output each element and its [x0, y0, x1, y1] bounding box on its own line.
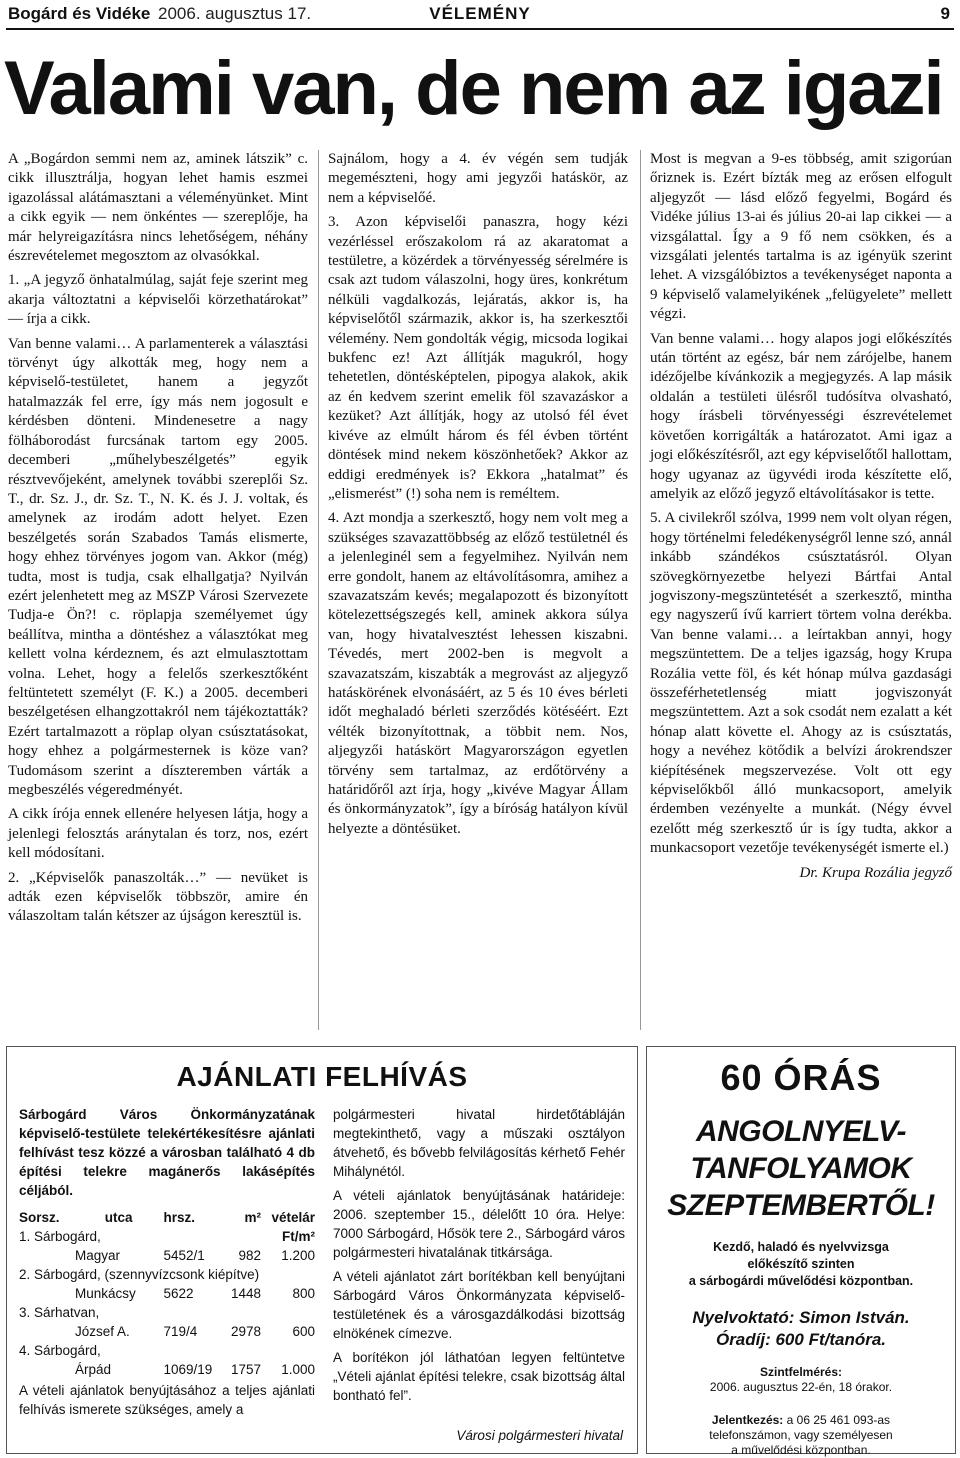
- table-row: [19, 1303, 315, 1322]
- paragraph: A „Bogárdon semmi nem az, aminek látszik” c. cikk illusztrálja, hogyan lehet hamis eszmei igazolással alátámasztani a véleményünket. Mint a cikk egyik — nem önkéntes — szereplője, ha már helyreigazításra nincs lehetőségem, néhány észrevételemet megosztom az olvasókkal.: [8, 151, 308, 265]
- plot-area: 1757: [230, 1362, 262, 1377]
- application-line: a művelődési központban.: [731, 1443, 871, 1457]
- plot-street: Árpád: [75, 1362, 112, 1377]
- course-teacher: Nyelvoktató: Simon István.: [692, 1308, 910, 1327]
- plot-price: 1.200: [281, 1248, 315, 1263]
- paragraph: Most is megvan a 9-es többség, amit szigorúan őriznek is. Ezért bízták meg az erősen elfogult aljegyzőt — lásd előző fegyelmi, Bogárd és Vidéke július 13-ai és július 20-ai lap cikkei — a vizsgálattal. Így a 9 fő nem csökken, és a vizsgálati jelentés tartalma is az igényük szerint lehet. A vizsgálóbiztos a tevékenységet naponta a 9 képviselő valamelyikének „felügyelete” mellett végzi.: [650, 151, 952, 323]
- column-header: m²: [244, 1210, 262, 1225]
- application-line: [657, 1413, 945, 1428]
- plot-street: József A.: [75, 1324, 130, 1339]
- plot-street: Munkácsy: [75, 1286, 136, 1301]
- table-row: [19, 1341, 315, 1360]
- advertisement-title: AJÁNLATI FELHÍVÁS: [176, 1061, 468, 1092]
- newspaper-name: Bogárd és Vidéke: [8, 4, 151, 23]
- column-header: vételár: [271, 1210, 315, 1225]
- paragraph: 3. Azon képviselői panaszra, hogy kézi vezérléssel erőszakolom rá az akaratomat a testületre, a közérdek a törvényesség sérelmére is csak azt tudom válaszolni, hogy üres, konkrétum nélküli vagdalkozás, lejáratás, akkor is, ha képviselőtől származik, akkor is, ha szerkesztői vélemény. Nem gondolták végig, micsoda logikai bukfenc ez! Azt állítják magukról, hogy tehetetlen, döntésképtelen, pipogya alakok, akik az én kedvem szerint emelik föl szavazáskor a kezüket? Azt állítják, hogy az utolsó fél évet kivéve az elmúlt három és fél évben történt döntések mind nekem köszönhetőek? Akkor az eddigi eredmények is? Ekkora „hatalmat” és „elismerést” (!) soha nem is reméltem.: [328, 214, 628, 502]
- assessment-info: [647, 1365, 955, 1395]
- subtitle-line: SZEPTEMBERTŐL!: [667, 1189, 935, 1222]
- table-row: [19, 1284, 315, 1303]
- plot-location: 3. Sárhatvan,: [19, 1305, 100, 1320]
- advertisement-paragraph: A borítékon jól láthatóan legyen feltüntetve „Vételi ajánlat építési telekre, csak bizottság által bontható fel”.: [333, 1350, 625, 1403]
- advertisement-footer-text: A vételi ajánlatok benyújtásához a teljes ajánlati felhívás ismerete szükséges, amely a: [19, 1383, 315, 1417]
- paragraph: 1. „A jegyző önhatalmúlag, saját feje szerint meg akarja változtatni a képviselői körzethatárokat” — írja a cikk.: [8, 272, 308, 328]
- author-signature: Dr. Krupa Rozália jegyző: [799, 864, 952, 881]
- plot-location: 1. Sárbogárd,: [19, 1229, 101, 1244]
- advertisement-left-column: [19, 1105, 315, 1419]
- assessment-dates: 2006. augusztus 22-én, 18 órakor.: [709, 1380, 893, 1394]
- advertisement-paragraph: polgármesteri hivatal hirdetőtábláján megtekinthető, vagy a műszaki osztályon átvehető, és bővebb felvilágosítás kérhető Fehér Mihálynétól.: [333, 1107, 625, 1179]
- advertisement-paragraph: A vételi ajánlatot zárt borítékban kell benyújtani Sárbogárd Város Önkormányzata képviselő-testületének és a városgazdálkodási bizottság elnökének címezve.: [333, 1269, 625, 1341]
- paragraph: A cikk írója ennek ellenére helyesen látja, hogy a jelenlegi felosztás aránytalan és torz, nos, ezért kell módosítani.: [8, 806, 308, 862]
- table-row: [19, 1246, 315, 1265]
- column-header: Sorsz.: [19, 1210, 60, 1225]
- page-number: 9: [940, 4, 950, 23]
- application-line: telefonszámon, vagy személyesen: [709, 1428, 893, 1442]
- subtitle-line: TANFOLYAMOK: [690, 1152, 912, 1185]
- article-column-3: [650, 150, 952, 888]
- application-info: [657, 1413, 945, 1458]
- page-header: [8, 2, 952, 28]
- article-column-2: [328, 150, 628, 844]
- column-header: hrsz.: [163, 1210, 195, 1225]
- advertisement-right-column: [333, 1105, 625, 1410]
- column-header: utca: [104, 1210, 133, 1225]
- header-rule: [6, 28, 954, 30]
- plot-area: 1448: [230, 1286, 262, 1301]
- course-advertisement: [646, 1046, 956, 1457]
- table-row: [19, 1227, 315, 1246]
- course-subtitle: [647, 1113, 955, 1224]
- paragraph: 5. A civilekről szólva, 1999 nem volt olyan régen, hogy történelmi feledékenységről lenne szó, annál inkább szándékos csúsztatásról. Olyan szövegkörnyezetbe helyezi Bártfai Antal jogviszony-megszüntetését a szerkesztő, mintha egy nagyszerű ívű karriert törtem volna derékba. Van benne valami… a leírtakban annyi, hogy megszüntettem. De a teljes igazság, hogy Krupa Rozália vette föl, és két hónap múlva gazdasági összeférhetetlenség miatt jogviszonyát megszüntettem. Azt a sok csodát nem ezalatt a két hónap alatt követte el. Ahogy az is csúsztatás, hogy a nevéhez kötődik a belvízi árokrendszer kiépítésének megszervezése. Volt ott egy képviselőkből álló munkacsoport, amelyik érdemben vezényelte a munkát. (Négy évvel ezelőtt még szerkesztő úr is így tudta, akkor a munkacsoport vezetője tevékenységét ismerte el.): [650, 510, 952, 857]
- plot-location: 2. Sárbogárd, (szennyvízcsonk kiépítve): [19, 1267, 260, 1282]
- subtitle-line: ANGOLNYELV-: [695, 1115, 907, 1148]
- article-column-1: [8, 150, 308, 932]
- paragraph: Van benne valami… A parlamenterek a választási törvényt úgy alkották meg, hogy nem a képviselő-testületet, hanem a jegyzőt hatalmazzák fel erre, így más nem jogosult e kérdésben dönteni. Mindenesetre a nagy fölháborodást furcsának tartom egy 2005. decemberi „műhelybeszélgetés” egyik résztvevőjeként, amelynek további szereplői Sz. T., dr. Sz. J., dr. Sz. T., N. K. és J. J. voltak, és amelynek az irodám adott helyet. Ezen beszélgetés során Szabados Tamás elismerte, hogy ehhez törvényes jogom van. Akkor (még) tudta, most is tudja, csak elhallgatja? Nyilván ezért jelenhetett meg az MSZP Városi Szervezete Tudja-e Ön?! c. röplapja személyemet úgy beállítva, mintha a döntéshez a választókat meg kellett volna kérdeznem, és azt elmulasztottam volna. Lehet, hogy a felelős szerkesztőként feltüntetett személyt (F. K.) a 2005. decemberi beszélgetésen elhangzottakról nem tájékoztatták? Ezért tartalmazott a röplap olyan csúsztatásokat, hogy ehhez a polgármesternek is köze van? Tudomásom szerint a díszteremben várták a megbeszélés végeredményét.: [8, 335, 308, 798]
- paragraph: 2. „Képviselők panaszolták…” — nevüket is adták ezen képviselők többször, amire én válaszoltam talán kétszer az újságon keresztül is.: [8, 869, 308, 925]
- column-divider: [640, 150, 641, 1030]
- assessment-label: Szintfelmérés:: [759, 1365, 843, 1379]
- course-fee: Óradíj: 600 Ft/tanóra.: [715, 1330, 887, 1349]
- paragraph: Van benne valami… hogy alapos jogi előkészítés után történt az egész, bár nem zárójelbe, hanem idézőjelbe kívánkozik a megjegyzés. A lap másik oldalán a testületi ülésről tudósítva olvasható, hogy írásbeli törvényességi észrevételemet követően korrigálták a határozatot. Ami igaz a jogi előkészítésről, azt egy képviselőtől hallottam, hogy ugyanaz az ügyvédi iroda készítette elő, amelyik az előző jegyző eltávolításakor is tette.: [650, 330, 952, 502]
- plot-location: 4. Sárbogárd,: [19, 1343, 101, 1358]
- issue-date: 2006. augusztus 17.: [158, 4, 312, 23]
- plot-price: 800: [292, 1286, 315, 1301]
- application-phone: a 06 25 461 093-as: [786, 1413, 891, 1427]
- section-title: VÉLEMÉNY: [429, 4, 531, 23]
- advertisement-intro: Sárbogárd Város Önkormányzatának képviselő-testülete telekértékesítésre ajánlati felhívást tesz közzé a városban található 4 db építési telekre magánerős lakásépítés céljából.: [19, 1107, 315, 1198]
- table-row: [19, 1265, 315, 1284]
- plot-price: 1.000: [281, 1362, 315, 1377]
- course-description: [657, 1239, 945, 1290]
- plot-hrsz: 5452/1: [163, 1248, 205, 1263]
- price-unit: Ft/m²: [282, 1229, 315, 1244]
- plot-price: 600: [292, 1324, 315, 1339]
- advertisement-paragraph: A vételi ajánlatok benyújtásának határideje: 2006. szeptember 15., délelőtt 10 óra. Helye: 7000 Sárbogárd, Hősök tere 2., Sárbogárd város polgármesteri hivatalának titkársága.: [333, 1188, 625, 1260]
- table-header-row: [19, 1208, 315, 1227]
- advertisement-signature: Városi polgármesteri hivatal: [456, 1428, 623, 1443]
- description-line: a sárbogárdi művelődési központban.: [688, 1274, 914, 1288]
- plot-street: Magyar: [75, 1248, 121, 1263]
- course-title: 60 ÓRÁS: [720, 1057, 882, 1098]
- description-line: Kezdő, haladó és nyelvvizsga: [713, 1240, 889, 1254]
- plot-hrsz: 5622: [163, 1286, 194, 1301]
- paragraph: Sajnálom, hogy a 4. év végén sem tudják megemészteni, hogy ami jegyzői hatáskör, az nem a képviselőé.: [328, 151, 628, 206]
- article-headline: Valami van, de nem az igazi: [4, 46, 943, 131]
- table-row: [19, 1360, 315, 1379]
- description-line: előkészítő szinten: [747, 1257, 855, 1271]
- course-details: [647, 1307, 955, 1351]
- plot-hrsz: 1069/19: [163, 1362, 213, 1377]
- table-row: [19, 1322, 315, 1341]
- application-label: Jelentkezés:: [711, 1413, 784, 1427]
- tender-advertisement: [6, 1046, 638, 1454]
- plot-area: 982: [238, 1248, 262, 1263]
- plot-hrsz: 719/4: [163, 1324, 198, 1339]
- plot-table: [19, 1208, 315, 1379]
- column-divider: [318, 150, 319, 1030]
- paragraph: 4. Azt mondja a szerkesztő, hogy nem volt meg a szükséges szavazattöbbség az előző testületnél és a jelenleginél sem a fegyelmihez. Nyilván nem erre gondolt, hanem az eltávolításomra, amihez a szavazatszám kevés; megalapozott és bizonyított kötelezettségszegés kell, aminek akkora súlya van, hogy hivatalvesztést lehessen kiszabni. Tévedés, mert 2002-ben is megvolt a szavazatszám, kiszabták a megrovást az aljegyző hatáskörének elvonásáért, az 5 és 10 éves bérleti időt meghaladó bérleti szerződés kötéséért. Ezt vélték bizonyítottnak, a többit nem. Nos, aljegyzői hatáskört Magyarországon egyetlen törvény sem tartalmaz, az erdőtörvény a határidőről azt írja, hogy „kivéve Magyar Állam és önkormányzatok”, így a bíróság hatályon kívül helyezte a döntésüket.: [328, 510, 628, 837]
- plot-area: 2978: [230, 1324, 262, 1339]
